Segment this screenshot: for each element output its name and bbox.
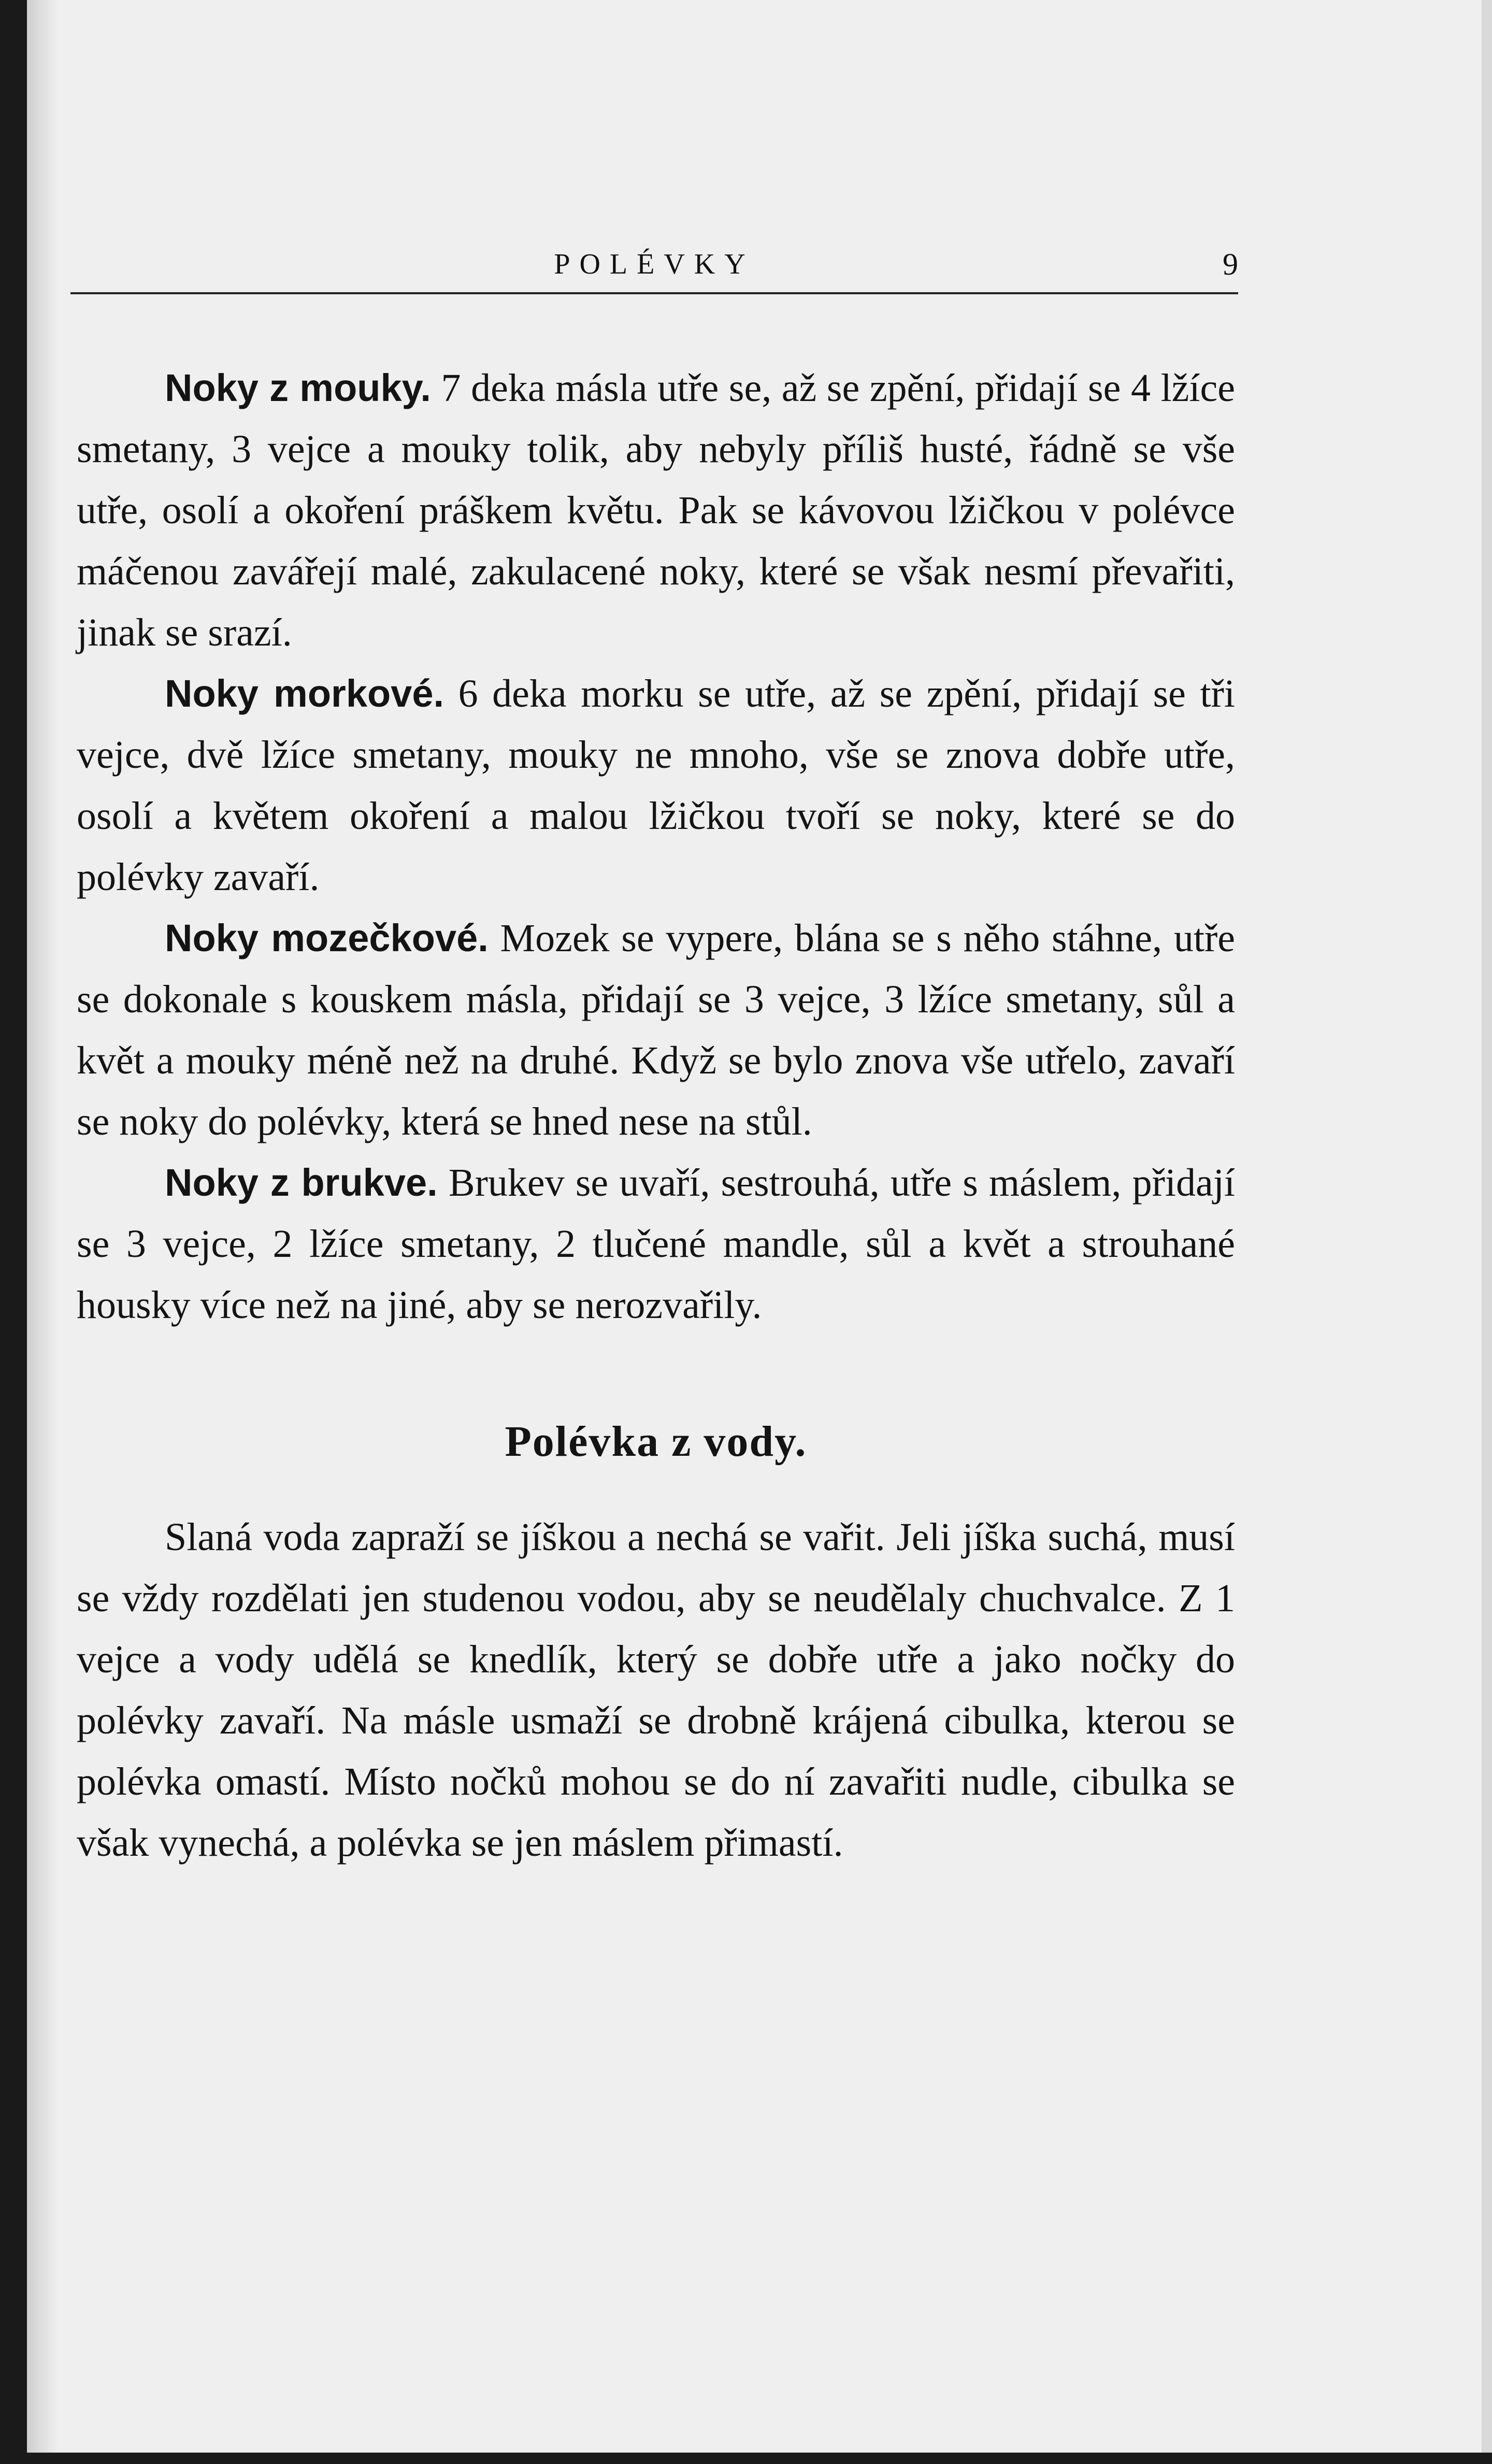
recipe-title: Noky mozečkové. [165, 916, 489, 959]
recipe-paragraph [77, 663, 1235, 908]
page-header [70, 243, 1238, 285]
recipe-text: 6 deka morku se utře, až se zpění, přidají se tři vejce, dvě lžíce smetany, mouky ne mnoho, vše se znova dobře utře, osolí a květem okoření a malou lžičkou tvoří se noky, které se do polévky zavaří. [77, 672, 1235, 899]
page-bottom-edge [0, 2453, 1492, 2464]
header-rule [70, 292, 1238, 294]
recipe-paragraph [77, 908, 1235, 1152]
text-block [77, 357, 1235, 1873]
recipe-text: Brukev se uvaří, sestrouhá, utře s máslem, přidají se 3 vejce, 2 lžíce smetany, 2 tlučené mandle, sůl a květ a strouhané housky více než na jiné, aby se nerozvařily. [77, 1161, 1235, 1327]
recipe-text: Mozek se vypere, blána se s něho stáhne, utře se dokonale s kouskem másla, přidají se 3 vejce, 3 lžíce smetany, sůl a květ a mouky méně než na druhé. Když se bylo znova vše utřelo, zavaří se noky do polévky, která se hned nese na stůl. [77, 916, 1235, 1143]
recipe-title: Noky morkové. [165, 672, 444, 715]
recipe-paragraph [77, 1152, 1235, 1336]
page-number: 9 [1223, 247, 1238, 281]
section-paragraph: Slaná voda zapraží se jíškou a nechá se vařit. Jeli jíška suchá, musí se vždy rozdělati jen studenou vodou, aby se neudělaly chuchvalce. Z 1 vejce a vody udělá se knedlík, který se dobře utře a jako nočky do polévky zavaří. Na másle usmaží se drobně krájená cibulka, kterou se polévka omastí. Místo nočků mohou se do ní zavařiti nudle, cibulka se však vynechá, a polévka se jen máslem přimastí. [77, 1515, 1235, 1865]
running-head: POLÉVKY [554, 248, 755, 280]
recipe-title: Noky z mouky. [165, 366, 431, 409]
recipe-title: Noky z brukve. [165, 1161, 438, 1204]
page-right-edge [1482, 0, 1492, 2464]
section-title: Polévka z vody. [505, 1417, 807, 1466]
book-spine [0, 0, 27, 2464]
page-gutter-shadow [27, 0, 58, 2464]
recipe-paragraph [77, 357, 1235, 663]
recipe-text: 7 deka másla utře se, až se zpění, přidají se 4 lžíce smetany, 3 vejce a mouky tolik, aby nebyly příliš husté, řádně se vše utře, osolí a okoření práškem květu. Pak se kávovou lžičkou v polévce máčenou zavářejí malé, zakulacené noky, které se však nesmí převařiti, jinak se srazí. [77, 366, 1235, 654]
